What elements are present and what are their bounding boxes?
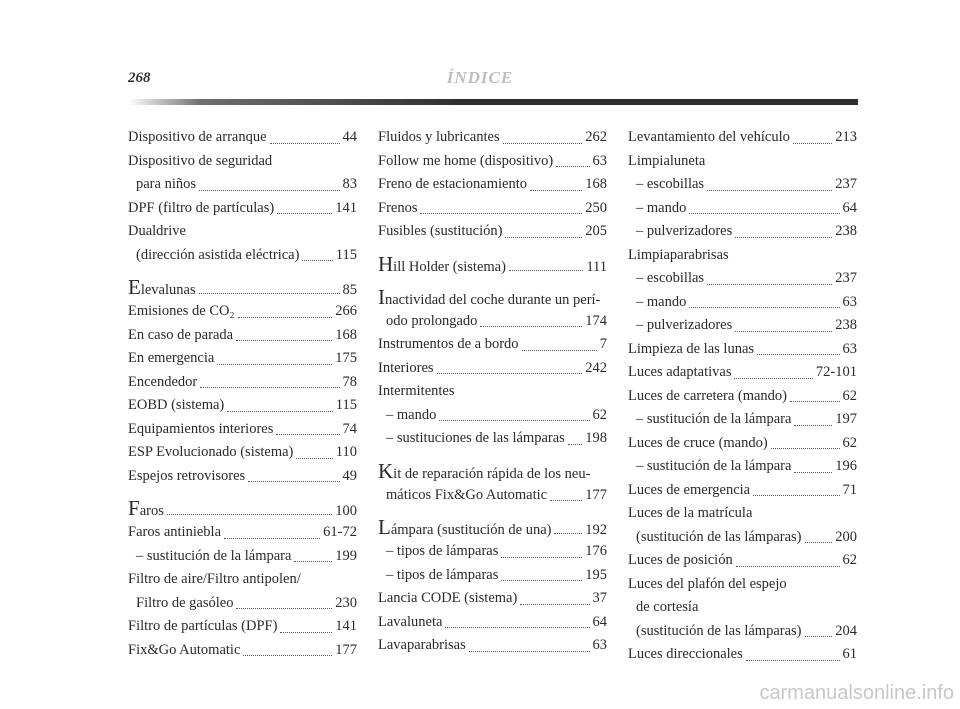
index-line: [628, 220, 857, 244]
page-ref: 115: [335, 397, 357, 413]
index-term: – pulverizadores: [636, 223, 733, 239]
index-term: máticos Fix&Go Automatic: [386, 486, 548, 503]
page-ref: 85: [342, 282, 357, 298]
page-ref: 174: [585, 312, 607, 329]
dot-leader: [243, 641, 332, 656]
page-ref: 198: [585, 430, 607, 446]
index-entry: [378, 333, 607, 357]
index-term: – pulverizadores: [636, 317, 733, 333]
index-entry: [378, 150, 607, 174]
index-entry: [378, 357, 607, 381]
index-entry: [628, 126, 857, 150]
index-line: [128, 150, 357, 174]
index-term: Emisiones de CO₂: [128, 303, 235, 319]
index-entry: [128, 639, 357, 663]
index-entry: [378, 611, 607, 635]
dot-leader: [302, 246, 332, 261]
index-term: Dispositivo de arranque: [128, 129, 267, 145]
page-ref: 64: [592, 613, 607, 630]
page-ref: 62: [842, 552, 857, 568]
index-entry: [128, 150, 357, 197]
dot-leader: [280, 618, 332, 633]
page-ref: 62: [592, 406, 607, 423]
index-term: Limpiaparabrisas: [628, 246, 729, 263]
index-line: [628, 385, 857, 409]
page-number: 268: [128, 70, 151, 86]
index-term: Espejos retrovisores: [128, 467, 246, 484]
index-term: En emergencia: [128, 350, 215, 366]
index-line: [378, 380, 607, 404]
page-ref: 177: [585, 486, 607, 503]
index-line: [628, 267, 857, 291]
dot-leader: [530, 176, 582, 191]
index-entry: [628, 361, 857, 385]
page-ref: 262: [585, 129, 607, 145]
index-term: Encendedor: [128, 373, 198, 390]
index-entry: [628, 643, 857, 667]
index-term: Fusibles (sustitución): [378, 223, 503, 239]
index-term: Luces direccionales: [628, 646, 743, 662]
page-ref: 213: [835, 129, 857, 145]
index-line: [128, 126, 357, 150]
index-line: [628, 620, 857, 644]
dot-leader: [200, 373, 339, 388]
index-term: Luces de la matrícula: [628, 505, 753, 521]
dot-leader: [735, 317, 832, 332]
index-line: [128, 220, 357, 244]
index-line: [378, 173, 607, 197]
index-term: Faros: [128, 496, 164, 520]
index-entry: [128, 568, 357, 615]
index-line: [378, 251, 607, 277]
index-line: [128, 244, 357, 268]
index-entry: [628, 573, 857, 644]
page-ref: 61-72: [323, 524, 357, 540]
index-term: (dirección asistida eléctrica): [136, 246, 300, 263]
page-ref: 168: [585, 176, 607, 192]
page-ref: 111: [586, 258, 607, 275]
page-ref: 83: [342, 176, 357, 192]
index-term: – sustituciones de las lámparas: [386, 430, 565, 446]
index-term: Limpieza de las lunas: [628, 340, 755, 357]
index-term: – escobillas: [636, 270, 705, 286]
index-line: [128, 300, 357, 324]
index-term: – mando: [386, 406, 437, 423]
page-ref: 250: [585, 199, 607, 216]
index-term: (sustitución de las lámparas): [636, 528, 802, 545]
index-term: Hill Holder (sistema): [378, 251, 506, 276]
dot-leader: [520, 590, 589, 605]
dot-leader: [480, 312, 582, 327]
page-ref: 78: [342, 373, 357, 390]
index-line: [128, 495, 357, 521]
index-entry: [628, 432, 857, 479]
index-column-1: [128, 126, 357, 662]
index-line: [378, 564, 607, 588]
page-ref: 7: [599, 336, 607, 352]
index-term: – tipos de lámparas: [386, 566, 499, 583]
index-entry: [378, 284, 607, 334]
index-line: [628, 197, 857, 221]
index-column-3: [628, 126, 857, 667]
index-line: [628, 455, 857, 479]
index-line: [378, 634, 607, 658]
page-title: ÍNDICE: [446, 68, 514, 87]
index-entry: [128, 465, 357, 489]
page-ref: 141: [335, 618, 357, 634]
index-term: Elevalunas: [128, 275, 196, 299]
index-term: – sustitución de la lámpara: [636, 458, 792, 474]
page-ref: 115: [335, 246, 357, 263]
index-line: [628, 314, 857, 338]
index-line: [628, 408, 857, 432]
dot-leader: [757, 340, 839, 355]
index-line: [378, 284, 607, 310]
index-term: Interiores: [378, 359, 434, 376]
index-term: Luces de carretera (mando): [628, 387, 787, 404]
index-term: Lavaluneta: [378, 613, 443, 630]
index-term: – escobillas: [636, 176, 705, 192]
header-rule: [128, 99, 858, 105]
watermark: carmanualsonline.info: [759, 682, 954, 704]
dot-leader: [746, 646, 840, 661]
index-entry: [378, 514, 607, 587]
index-term: – mando: [636, 293, 687, 310]
index-line: [628, 526, 857, 550]
page-ref: 238: [835, 317, 857, 333]
index-line: [628, 291, 857, 315]
dot-leader: [794, 411, 832, 426]
index-entry: [128, 300, 357, 324]
index-term: para niños: [136, 176, 196, 192]
index-entry: [128, 126, 357, 150]
index-entry: [128, 545, 357, 569]
page-ref: 63: [592, 152, 607, 169]
dot-leader: [509, 256, 583, 271]
index-line: [378, 333, 607, 357]
page-ref: 237: [835, 270, 857, 286]
dot-leader: [439, 406, 589, 421]
index-entry: [628, 479, 857, 503]
index-line: [378, 587, 607, 611]
page-ref: 196: [835, 458, 857, 474]
index-entry: [128, 371, 357, 395]
page-ref: 175: [335, 350, 357, 366]
index-line: [378, 458, 607, 484]
dot-leader: [294, 547, 332, 562]
index-line: [628, 573, 857, 597]
index-entry: [128, 441, 357, 465]
index-line: [378, 484, 607, 508]
index-entry: [128, 347, 357, 371]
index-line: [628, 244, 857, 268]
index-term: Freno de estacionamiento: [378, 176, 527, 192]
index-line: [128, 394, 357, 418]
index-term: – mando: [636, 199, 687, 216]
index-term: Lancia CODE (sistema): [378, 590, 518, 606]
index-term: Lavaparabrisas: [378, 637, 466, 653]
index-term: Luces de emergencia: [628, 481, 751, 498]
index-entry: [128, 220, 357, 267]
page-ref: 100: [335, 503, 357, 519]
index-term: Frenos: [378, 199, 418, 216]
dot-leader: [735, 223, 832, 238]
index-term: Dualdrive: [128, 223, 186, 239]
dot-leader: [236, 594, 332, 609]
index-entry: [128, 418, 357, 442]
index-term: Inactividad del coche durante un perí-: [378, 284, 601, 309]
page-ref: 62: [842, 387, 857, 404]
index-line: [378, 310, 607, 334]
index-line: [378, 220, 607, 244]
index-line: [128, 521, 357, 545]
index-line: [128, 615, 357, 639]
index-line: [628, 126, 857, 150]
page-ref: 168: [335, 326, 357, 343]
index-entry: [378, 197, 607, 221]
index-line: [128, 639, 357, 663]
index-line: [628, 643, 857, 667]
index-entry: [128, 324, 357, 348]
index-term: – sustitución de la lámpara: [136, 547, 292, 564]
index-line: [128, 568, 357, 592]
index-term: ESP Evolucionado (sistema): [128, 444, 294, 460]
dot-leader: [238, 303, 333, 318]
index-term: de cortesía: [636, 599, 699, 615]
dot-leader: [469, 637, 590, 652]
index-line: [628, 150, 857, 174]
dot-leader: [505, 223, 582, 238]
page-ref: 200: [835, 528, 857, 545]
index-term: Levantamiento del vehículo: [628, 129, 790, 145]
index-term: Instrumentos de a bordo: [378, 336, 519, 352]
dot-leader: [793, 129, 832, 144]
index-term: Filtro de gasóleo: [136, 594, 234, 611]
index-term: – tipos de lámparas: [386, 543, 499, 559]
dot-leader: [437, 359, 583, 374]
index-line: [628, 479, 857, 503]
dot-leader: [199, 279, 340, 294]
page-ref: 242: [585, 359, 607, 376]
index-line: [128, 371, 357, 395]
index-line: [378, 514, 607, 540]
index-term: DPF (filtro de partículas): [128, 199, 275, 216]
index-term: – sustitución de la lámpara: [636, 411, 792, 427]
dot-leader: [734, 364, 812, 379]
page-ref: 62: [842, 434, 857, 451]
index-entry: [378, 380, 607, 451]
page-ref: 44: [342, 129, 357, 145]
page-ref: 177: [335, 641, 357, 658]
dot-leader: [167, 500, 332, 515]
index-entry: [628, 244, 857, 338]
dot-leader: [794, 458, 832, 473]
page-ref: 71: [842, 481, 857, 498]
page-ref: 176: [585, 543, 607, 559]
index-term: Equipamientos interiores: [128, 420, 274, 437]
dot-leader: [689, 199, 839, 214]
dot-leader: [689, 293, 839, 308]
dot-leader: [790, 387, 840, 402]
index-entry: [378, 251, 607, 277]
page-ref: 230: [335, 594, 357, 611]
index-line: [128, 274, 357, 300]
index-entry: [378, 220, 607, 244]
dot-leader: [236, 326, 332, 341]
index-line: [378, 197, 607, 221]
page-ref: 192: [585, 522, 607, 538]
page-ref: 204: [835, 622, 857, 639]
page-ref: 110: [335, 444, 357, 460]
index-line: [128, 324, 357, 348]
index-entry: [628, 385, 857, 432]
page-ref: 72-101: [815, 364, 857, 380]
page-ref: 237: [835, 176, 857, 192]
dot-leader: [270, 129, 340, 144]
index-column-2: [378, 126, 607, 658]
index-term: En caso de parada: [128, 326, 234, 343]
page-ref: 199: [335, 547, 357, 564]
index-term: Limpialuneta: [628, 152, 706, 169]
index-line: [628, 596, 857, 620]
dot-leader: [277, 199, 332, 214]
index-term: Dispositivo de seguridad: [128, 152, 273, 169]
dot-leader: [420, 199, 582, 214]
dot-leader: [707, 270, 832, 285]
dot-leader: [445, 613, 589, 628]
index-line: [128, 592, 357, 616]
index-term: Luces de posición: [628, 552, 733, 568]
index-term: Fluidos y lubricantes: [378, 129, 500, 145]
page-ref: 197: [835, 411, 857, 427]
index-term: Lámpara (sustitución de una): [378, 515, 552, 539]
index-entry: [128, 615, 357, 639]
dot-leader: [556, 152, 589, 167]
dot-leader: [501, 566, 582, 581]
index-entry: [628, 150, 857, 244]
index-term: Luces del plafón del espejo: [628, 575, 787, 592]
index-entry: [128, 197, 357, 221]
index-line: [128, 197, 357, 221]
index-line: [378, 150, 607, 174]
index-entry: [378, 173, 607, 197]
index-entry: [128, 274, 357, 300]
index-line: [628, 549, 857, 573]
index-entry: [628, 549, 857, 573]
dot-leader: [554, 519, 582, 534]
index-line: [378, 540, 607, 564]
index-line: [128, 441, 357, 465]
index-line: [628, 361, 857, 385]
page-ref: 37: [592, 590, 607, 606]
page-ref: 49: [342, 467, 357, 484]
dot-leader: [568, 430, 582, 445]
index-term: Fix&Go Automatic: [128, 641, 241, 658]
page-ref: 205: [585, 223, 607, 239]
index-line: [628, 432, 857, 456]
index-term: Filtro de aire/Filtro antipolen/: [128, 571, 301, 587]
index-line: [628, 173, 857, 197]
index-entry: [128, 495, 357, 521]
index-term: Faros antiniebla: [128, 524, 222, 540]
page-ref: 64: [842, 199, 857, 216]
page-ref: 195: [585, 566, 607, 583]
dot-leader: [753, 481, 839, 496]
page-ref: 266: [335, 303, 357, 319]
dot-leader: [805, 622, 833, 637]
page-ref: 141: [335, 199, 357, 216]
dot-leader: [707, 176, 832, 191]
index-term: Luces adaptativas: [628, 364, 732, 380]
index-entry: [378, 126, 607, 150]
dot-leader: [805, 528, 833, 543]
dot-leader: [736, 552, 840, 567]
dot-leader: [248, 467, 339, 482]
dot-leader: [503, 129, 583, 144]
page-ref: 63: [592, 637, 607, 653]
index-entry: [628, 338, 857, 362]
index-term: (sustitución de las lámparas): [636, 622, 802, 639]
index-term: odo prolongado: [386, 312, 478, 329]
index-line: [378, 611, 607, 635]
dot-leader: [224, 524, 320, 539]
dot-leader: [522, 336, 597, 351]
index-entry: [128, 394, 357, 418]
index-line: [628, 502, 857, 526]
index-entry: [128, 521, 357, 545]
dot-leader: [217, 350, 332, 365]
dot-leader: [296, 444, 332, 459]
dot-leader: [771, 434, 840, 449]
index-line: [378, 357, 607, 381]
index-line: [128, 418, 357, 442]
index-line: [378, 427, 607, 451]
page-ref: 63: [842, 340, 857, 357]
page-ref: 63: [842, 293, 857, 310]
index-term: Filtro de partículas (DPF): [128, 618, 278, 634]
dot-leader: [501, 543, 582, 558]
page-ref: 74: [342, 420, 357, 437]
index-entry: [378, 634, 607, 658]
index-term: Intermitentes: [378, 383, 455, 399]
dot-leader: [550, 486, 582, 501]
dot-leader: [199, 176, 340, 191]
index-entry: [628, 502, 857, 549]
page-ref: 238: [835, 223, 857, 239]
index-line: [378, 126, 607, 150]
index-line: [128, 465, 357, 489]
dot-leader: [276, 420, 339, 435]
index-term: Luces de cruce (mando): [628, 434, 768, 451]
index-line: [128, 173, 357, 197]
index-term: Kit de reparación rápida de los neu-: [378, 458, 591, 483]
index-line: [628, 338, 857, 362]
index-line: [128, 347, 357, 371]
index-term: EOBD (sistema): [128, 397, 225, 413]
dot-leader: [227, 397, 333, 412]
page-ref: 61: [842, 646, 857, 662]
index-entry: [378, 587, 607, 611]
index-entry: [378, 458, 607, 508]
index-term: Follow me home (dispositivo): [378, 152, 554, 169]
index-line: [128, 545, 357, 569]
index-line: [378, 404, 607, 428]
